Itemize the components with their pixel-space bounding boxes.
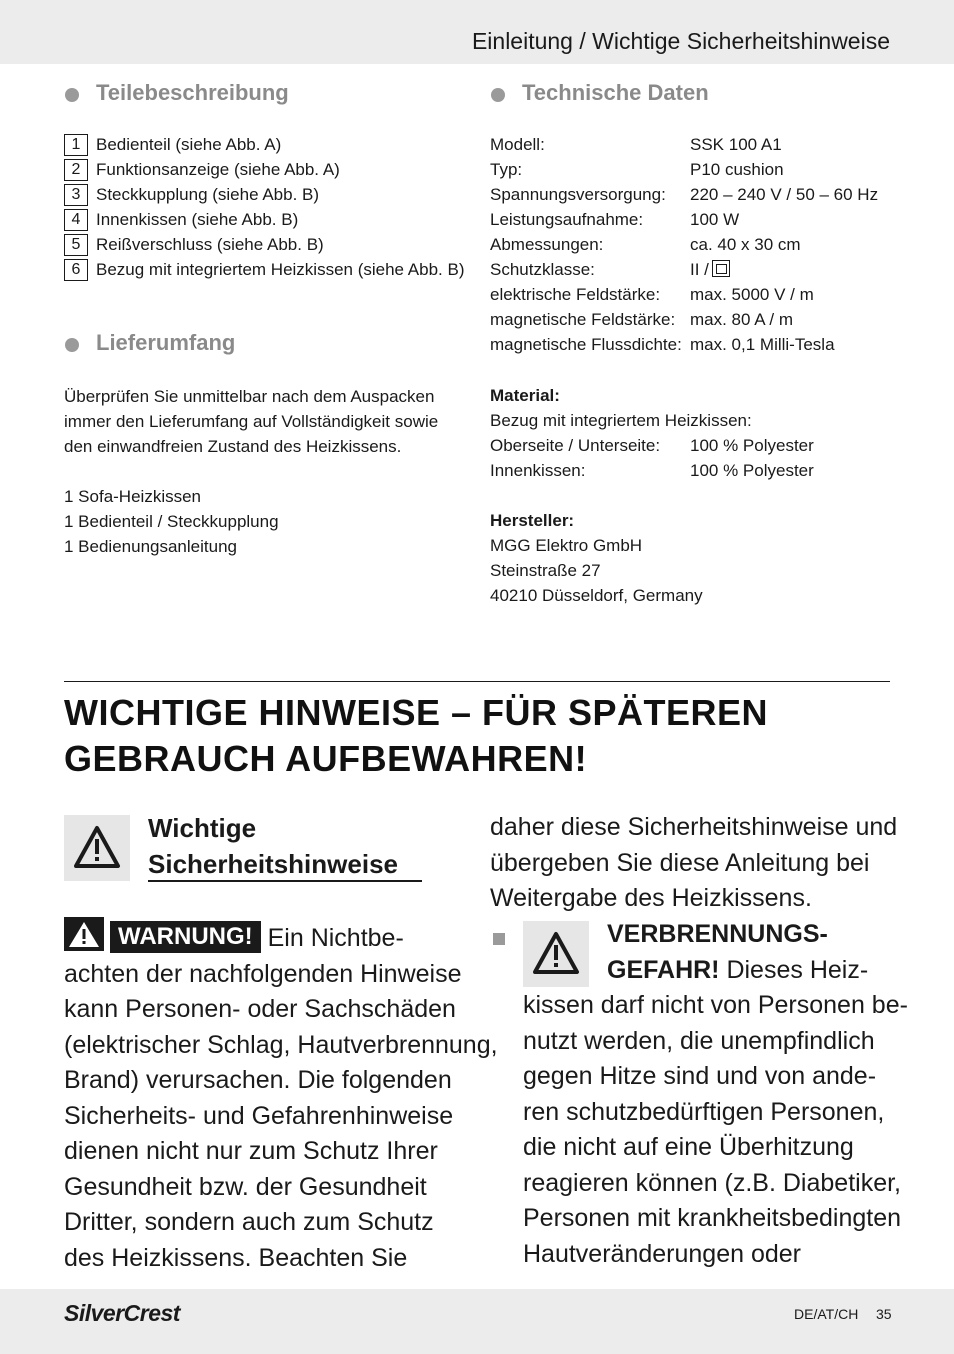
part-number: 5 (64, 234, 88, 256)
text-line: Hautveränderungen oder (523, 1239, 801, 1268)
material-subtitle: Bezug mit integriertem Heizkissen: (490, 411, 752, 430)
part-number: 1 (64, 134, 88, 156)
right-paragraph (490, 810, 897, 917)
part-number: 2 (64, 159, 88, 181)
material-block (490, 383, 814, 483)
spec-value: max. 5000 V / m (690, 285, 814, 304)
part-label: Steckkupplung (siehe Abb. B) (96, 185, 320, 204)
text-line: kann Personen- oder Sachschäden (64, 995, 456, 1023)
delivery-intro (64, 384, 438, 459)
text-line: dienen nicht nur zum Schutz Ihrer (64, 1137, 438, 1165)
manufacturer-block (490, 508, 703, 608)
burn-paragraph (523, 988, 908, 1272)
text-line: ren schutzbedürftigen Personen, (523, 1097, 885, 1126)
list-item: 1 Sofa-Heizkissen (64, 487, 202, 506)
material-heading: Material: (490, 386, 560, 405)
part-number: 6 (64, 259, 88, 281)
text-line (607, 953, 868, 989)
spec-key: magnetische Feldstärke: (490, 310, 676, 329)
footer-language: DE/AT/CH (794, 1306, 859, 1322)
list-item: 1 Bedienungsanleitung (64, 537, 237, 556)
spec-key: Oberseite / Unterseite: (490, 436, 661, 455)
text-line: Personen mit krankheitsbedingten (523, 1204, 902, 1232)
delivery-heading: Lieferumfang (96, 330, 236, 355)
spec-value: P10 cushion (690, 160, 784, 179)
text-line: gegen Hitze sind und von ande- (523, 1062, 877, 1090)
text-line: Sicherheits- und Gefahrenhinweise (64, 1101, 454, 1130)
spec-key: Innenkissen: (490, 461, 586, 480)
text-line: immer den Lieferumfang auf Vollständigkeit sowie (64, 412, 439, 431)
section-bullet (65, 338, 79, 352)
spec-key: Spannungsversorgung: (490, 185, 666, 204)
spec-value: 100 % Polyester (690, 461, 814, 480)
text-line: Gesundheit bzw. der Gesundheit (64, 1172, 427, 1201)
spec-value: ca. 40 x 30 cm (690, 235, 801, 254)
manufacturer-line: MGG Elektro GmbH (490, 536, 643, 555)
text-line: übergeben Sie diese Anleitung bei (490, 848, 870, 877)
text-fragment: Dieses Heiz- (726, 955, 869, 984)
main-title-line: WICHTIGE HINWEISE – FÜR SPÄTEREN (64, 692, 769, 733)
main-title-line: GEBRAUCH AUFBEWAHREN! (64, 738, 588, 779)
spec-value: max. 80 A / m (690, 310, 793, 329)
warning-paragraph (64, 917, 498, 1276)
warning-triangle-icon (64, 815, 130, 881)
title-underline (148, 880, 422, 882)
text-line: Weitergabe des Heizkissens. (490, 884, 812, 912)
text-line: daher diese Sicherheitshinweise und (490, 813, 898, 841)
protection-class-ii-icon (712, 260, 730, 277)
main-title (64, 690, 768, 782)
spec-key: magnetische Flussdichte: (490, 335, 682, 354)
manufacturer-line: Steinstraße 27 (490, 561, 601, 580)
text-fragment: Ein Nichtbe- (267, 924, 404, 952)
square-bullet (493, 933, 505, 945)
text-line: kissen darf nicht von Personen be- (523, 991, 908, 1019)
part-number: 3 (64, 184, 88, 206)
page-number: 35 (876, 1306, 892, 1322)
safety-title-line: Wichtige (148, 813, 257, 843)
safety-title (148, 810, 398, 882)
table-row (490, 433, 814, 458)
spec-key: elektrische Feldstärke: (490, 285, 661, 304)
part-label: Bezug mit integriertem Heizkissen (siehe Abb. B) (96, 260, 465, 279)
part-label: Funktionsanzeige (siehe Abb. A) (96, 160, 340, 179)
warning-triangle-icon (64, 917, 104, 951)
warning-triangle-icon (523, 921, 589, 987)
text-line (64, 917, 498, 957)
delivery-items (64, 484, 279, 559)
text-line: den einwandfreien Zustand des Heizkissens. (64, 437, 402, 456)
part-label: Reißverschluss (siehe Abb. B) (96, 235, 324, 254)
brand-logo: SilverCrest (64, 1300, 180, 1326)
spec-value: max. 0,1 Milli-Tesla (690, 335, 835, 354)
list-item: 1 Bedienteil / Steckkupplung (64, 512, 279, 531)
part-label: Bedienteil (siehe Abb. A) (96, 135, 282, 154)
text-line: Überprüfen Sie unmittelbar nach dem Auspacken (64, 387, 435, 406)
warning-badge: WARNUNG! (110, 921, 261, 953)
spec-key: Typ: (490, 160, 523, 179)
spec-key: Abmessungen: (490, 235, 604, 254)
burn-heading: GEFAHR! (607, 955, 720, 984)
text-line: nutzt werden, die unempfindlich (523, 1026, 875, 1055)
section-bullet (65, 88, 79, 102)
spec-value: 220 – 240 V / 50 – 60 Hz (690, 185, 879, 204)
section-bullet (491, 88, 505, 102)
text-line: die nicht auf eine Überhitzung (523, 1133, 854, 1161)
manufacturer-line: 40210 Düsseldorf, Germany (490, 586, 703, 605)
parts-heading: Teilebeschreibung (96, 80, 289, 105)
warning-tile (523, 921, 589, 987)
spec-value: II / (690, 260, 709, 279)
burn-heading-block (607, 917, 868, 988)
spec-key: Schutzklasse: (490, 260, 595, 279)
warning-tile (64, 815, 130, 881)
manufacturer-heading: Hersteller: (490, 511, 575, 530)
text-line: Brand) verursachen. Die folgenden (64, 1066, 452, 1094)
text-line: achten der nachfolgenden Hinweise (64, 959, 462, 988)
table-row (490, 458, 814, 483)
spec-value-protection-class (690, 259, 730, 281)
safety-title-line: Sicherheitshinweise (148, 849, 398, 879)
spec-key: Modell: (490, 135, 545, 154)
divider (64, 681, 890, 682)
burn-heading: VERBRENNUNGS- (607, 920, 828, 948)
spec-key: Leistungsaufnahme: (490, 210, 644, 229)
spec-value: SSK 100 A1 (690, 135, 782, 154)
text-line: reagieren können (z.B. Diabetiker, (523, 1168, 901, 1197)
spec-value: 100 W (690, 210, 740, 229)
page-header-title: Einleitung / Wichtige Sicherheitshinweise (471, 28, 890, 54)
spec-value: 100 % Polyester (690, 436, 814, 455)
text-line: des Heizkissens. Beachten Sie (64, 1243, 408, 1272)
part-number: 4 (64, 209, 88, 231)
tech-heading: Technische Daten (522, 80, 709, 105)
text-line: Dritter, sondern auch zum Schutz (64, 1208, 434, 1236)
part-label: Innenkissen (siehe Abb. B) (96, 210, 299, 229)
text-line: (elektrischer Schlag, Hautverbrennung, (64, 1030, 498, 1059)
